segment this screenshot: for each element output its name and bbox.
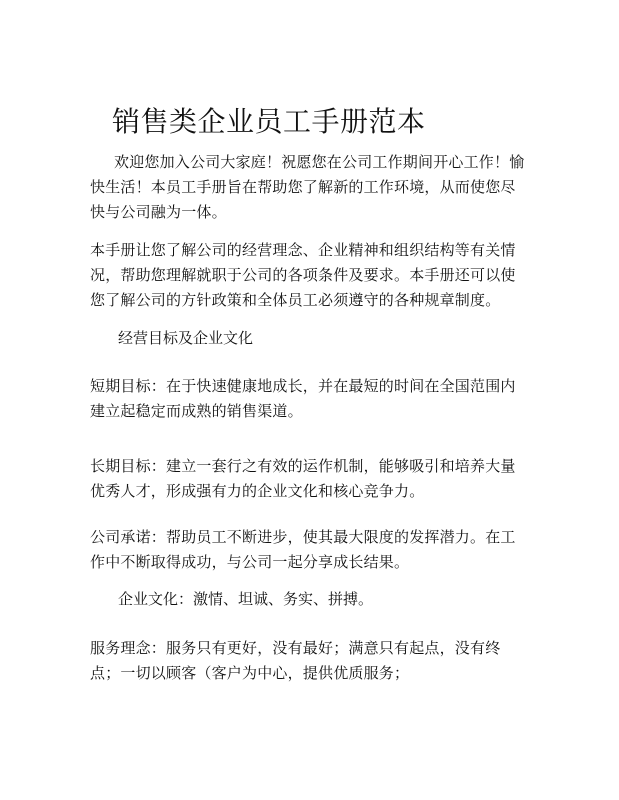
welcome-paragraph: 欢迎您加入公司大家庭！祝愿您在公司工作期间开心工作！愉快生活！本员工手册旨在帮助您了解新的工作环境，从而使您尽快与公司融为一体。 <box>90 153 525 221</box>
section-heading: 经营目标及企业文化 <box>118 329 254 347</box>
document-title: 销售类企业员工手册范本 <box>112 105 426 138</box>
corporate-culture: 企业文化：激情、坦诚、务实、拼搏。 <box>118 590 374 608</box>
short-term-goal: 短期目标：在于快速健康地成长，并在最短的时间在全国范围内建立起稳定而成熟的销售渠道。 <box>90 377 516 420</box>
long-term-goal: 长期目标：建立一套行之有效的运作机制，能够吸引和培养大量优秀人才，形成强有力的企业文化和核心竞争力。 <box>90 457 516 500</box>
purpose-paragraph: 本手册让您了解公司的经营理念、企业精神和组织结构等有关情况，帮助您理解就职于公司的各项条件及要求。本手册还可以使您了解公司的方针政策和全体员工必须遵守的各种规章制度。 <box>90 241 516 309</box>
company-commitment: 公司承诺：帮助员工不断进步，使其最大限度的发挥潜力。在工作中不断取得成功，与公司一起分享成长结果。 <box>90 528 516 571</box>
service-philosophy: 服务理念：服务只有更好，没有最好；满意只有起点，没有终点；一切以顾客（客户为中心，提供优质服务； <box>90 639 501 682</box>
